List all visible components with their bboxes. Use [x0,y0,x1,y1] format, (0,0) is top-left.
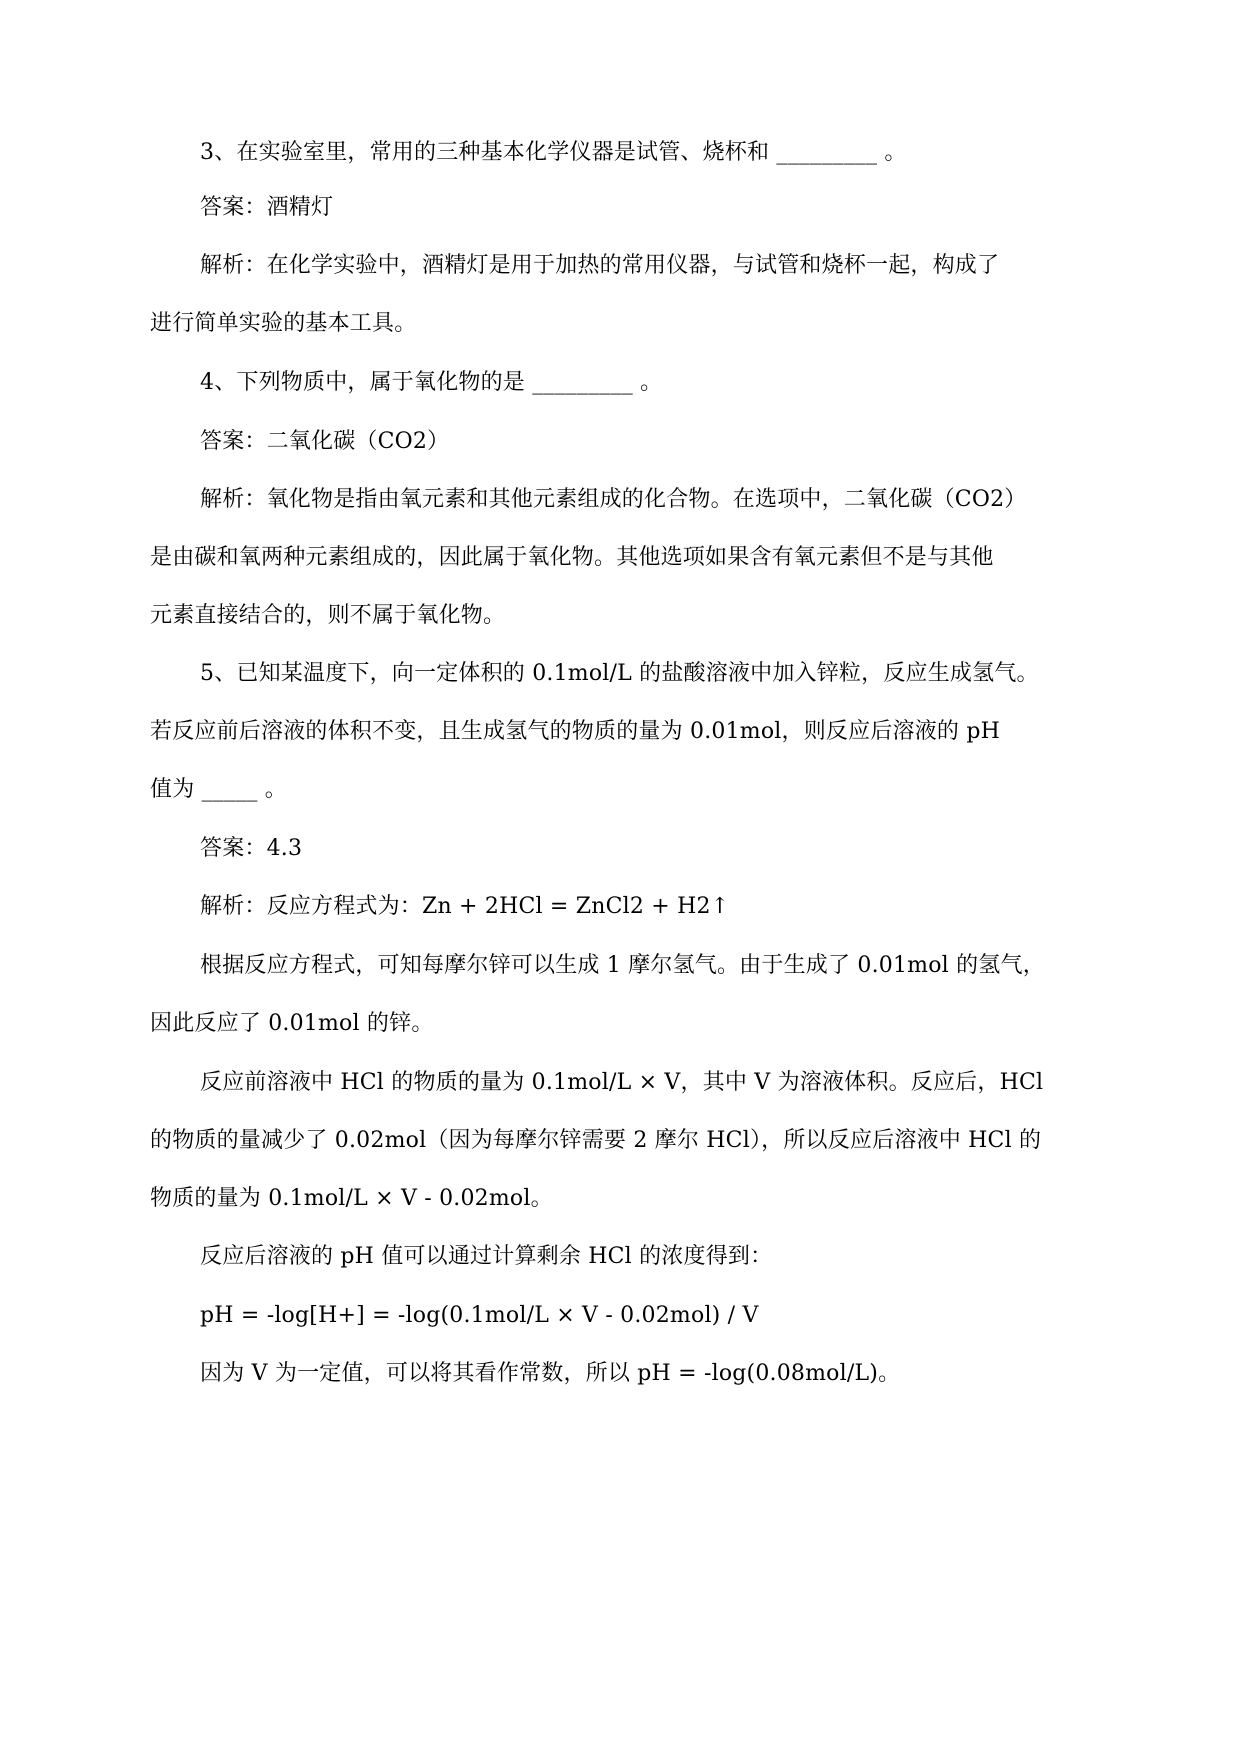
analysis-5-line-2: 因此反应了 0.01mol 的锌。 [150,1011,434,1036]
answer-5: 答案：4.3 [200,836,303,861]
analysis-5-line-1: 根据反应方程式，可知每摩尔锌可以生成 1 摩尔氢气。由于生成了 0.01mol 的氢气， [200,953,1045,978]
question-4-text: 4、下列物质中，属于氧化物的是 _________ 。 [200,370,663,395]
analysis-5-conclusion: 因为 V 为一定值，可以将其看作常数，所以 pH = -log(0.08mol/L)。 [200,1361,901,1386]
analysis-5-line-5: 物质的量为 0.1mol/L × V - 0.02mol。 [150,1186,553,1211]
analysis-3-line-2: 进行简单实验的基本工具。 [150,311,417,336]
question-5-line-1: 5、已知某温度下，向一定体积的 0.1mol/L 的盐酸溶液中加入锌粒，反应生成氢气。 [200,661,1039,686]
question-3-text: 3、在实验室里，常用的三种基本化学仪器是试管、烧杯和 _________ 。 [200,140,907,165]
analysis-5-equation: 解析：反应方程式为：Zn + 2HCl = ZnCl2 + H2↑ [200,894,730,919]
ph-formula: pH = -log[H+] = -log(0.1mol/L × V - 0.02mol) / V [200,1303,759,1328]
analysis-4-line-2: 是由碳和氧两种元素组成的，因此属于氧化物。其他选项如果含有氧元素但不是与其他 [150,545,994,570]
question-5-line-3: 值为 _____ 。 [150,777,287,802]
question-5-line-2: 若反应前后溶液的体积不变，且生成氢气的物质的量为 0.01mol，则反应后溶液的 pH [150,719,1000,744]
analysis-4-line-3: 元素直接结合的，则不属于氧化物。 [150,603,506,628]
analysis-5-line-3: 反应前溶液中 HCl 的物质的量为 0.1mol/L × V，其中 V 为溶液体积。反应后，HCl [200,1070,1044,1095]
analysis-3-line-1: 解析：在化学实验中，酒精灯是用于加热的常用仪器，与试管和烧杯一起，构成了 [200,253,1000,278]
analysis-5-line-6: 反应后溶液的 pH 值可以通过计算剩余 HCl 的浓度得到： [200,1244,773,1269]
answer-4: 答案：二氧化碳（CO2） [200,429,450,454]
analysis-4-line-1: 解析：氧化物是指由氧元素和其他元素组成的化合物。在选项中，二氧化碳（CO2） [200,487,1027,512]
analysis-5-line-4: 的物质的量减少了 0.02mol（因为每摩尔锌需要 2 摩尔 HCl），所以反应后溶液中 HCl 的 [150,1128,1042,1153]
answer-3: 答案：酒精灯 [200,195,334,220]
